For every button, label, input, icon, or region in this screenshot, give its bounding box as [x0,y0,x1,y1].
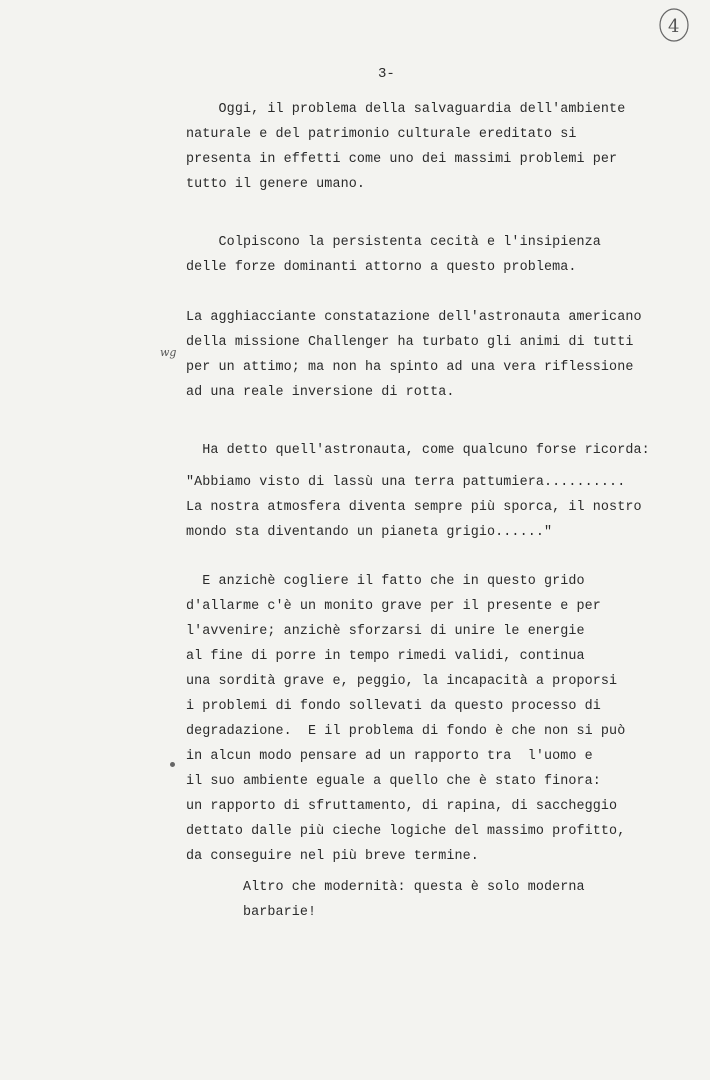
text-line: della missione Challenger ha turbato gli animi di tutti [186,335,634,350]
svg-text:4: 4 [668,16,680,37]
text-line: La agghiacciante constatazione dell'astronauta americano [186,310,642,325]
text-line: ad una reale inversione di rotta. [186,385,455,400]
ink-dot [170,762,175,767]
text-line: barbarie! [186,905,317,920]
text-line: il suo ambiente eguale a quello che è stato finora: [186,774,601,789]
text-line: una sordità grave e, peggio, la incapacità a proporsi [186,674,618,689]
text-line: delle forze dominanti attorno a questo problema. [186,260,577,275]
text-line: "Abbiamo visto di lassù una terra pattumiera.......... [186,475,626,490]
circled-page-number [657,6,691,44]
text-line: al fine di porre in tempo rimedi validi, continua [186,649,585,664]
text-line: Colpiscono la persistenta cecità e l'insipienza [186,235,601,250]
text-line: Oggi, il problema della salvaguardia dell'ambiente [186,102,626,117]
text-line: degradazione. E il problema di fondo è che non si può [186,724,626,739]
text-line: presenta in effetti come uno dei massimi problemi per [186,152,618,167]
text-line: d'allarme c'è un monito grave per il presente e per [186,599,601,614]
text-line: mondo sta diventando un pianeta grigio......" [186,525,553,540]
text-line: i problemi di fondo sollevati da questo processo di [186,699,601,714]
margin-annotation: wg [160,346,177,359]
text-line: Altro che modernità: questa è solo moderna [186,880,585,895]
text-line: dettato dalle più cieche logiche del massimo profitto, [186,824,626,839]
text-line: un rapporto di sfruttamento, di rapina, di saccheggio [186,799,618,814]
page-number: 3- [378,66,395,82]
text-line: da conseguire nel più breve termine. [186,849,479,864]
text-line: l'avvenire; anzichè sforzarsi di unire le energie [186,624,585,639]
text-line: Ha detto quell'astronauta, come qualcuno forse ricorda: [186,443,650,458]
text-line: E anzichè cogliere il fatto che in questo grido [186,574,585,589]
text-line: tutto il genere umano. [186,177,365,192]
text-line: per un attimo; ma non ha spinto ad una vera riflessione [186,360,634,375]
text-line: in alcun modo pensare ad un rapporto tra l'uomo e [186,749,593,764]
text-line: naturale e del patrimonio culturale ereditato si [186,127,577,142]
text-line: La nostra atmosfera diventa sempre più sporca, il nostro [186,500,642,515]
